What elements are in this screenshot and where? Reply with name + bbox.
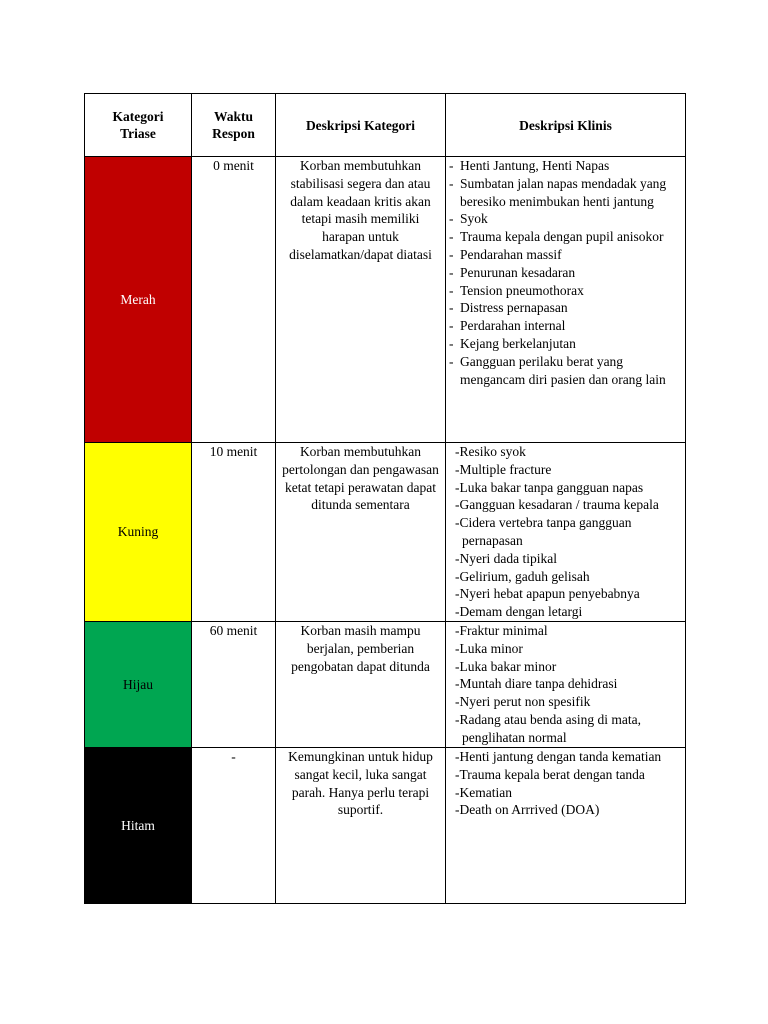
clinical-item: - Demam dengan letargi <box>448 603 683 621</box>
clinical-item: - Cidera vertebra tanpa gangguan pernapasan <box>448 514 683 550</box>
clinical-list <box>448 443 683 621</box>
clinical-item: - Luka bakar tanpa gangguan napas <box>448 479 683 497</box>
clinical-item: - Nyeri perut non spesifik <box>448 693 683 711</box>
clinical-item: - Gangguan kesadaran / trauma kepala <box>448 496 683 514</box>
clinical-item: - Pendarahan massif <box>448 246 683 264</box>
clinical-description-cell <box>446 748 686 904</box>
clinical-list <box>448 157 683 388</box>
category-description-cell: Korban masih mampu berjalan, pemberian pengobatan dapat ditunda <box>276 622 446 748</box>
clinical-description-cell <box>446 443 686 622</box>
response-time-cell: 10 menit <box>192 443 276 622</box>
clinical-item: - Penurunan kesadaran <box>448 264 683 282</box>
clinical-description-cell <box>446 157 686 443</box>
clinical-item: - Multiple fracture <box>448 461 683 479</box>
header-deskripsi-klinis: Deskripsi Klinis <box>446 94 686 157</box>
clinical-item: - Gelirium, gaduh gelisah <box>448 568 683 586</box>
category-label: Hijau <box>123 676 153 692</box>
clinical-item: - Gangguan perilaku berat yang mengancam diri pasien dan orang lain <box>448 353 683 389</box>
clinical-item: - Henti Jantung, Henti Napas <box>448 157 683 175</box>
triage-table <box>84 93 686 904</box>
response-time-cell: - <box>192 748 276 904</box>
header-deskripsi-kategori: Deskripsi Kategori <box>276 94 446 157</box>
category-cell-merah <box>85 157 192 443</box>
clinical-item: - Sumbatan jalan napas mendadak yang beresiko menimbukan henti jantung <box>448 175 683 211</box>
clinical-item: - Muntah diare tanpa dehidrasi <box>448 675 683 693</box>
category-cell-kuning <box>85 443 192 622</box>
clinical-list <box>448 622 683 747</box>
clinical-item: - Luka minor <box>448 640 683 658</box>
clinical-item: - Nyeri dada tipikal <box>448 550 683 568</box>
table-row <box>85 622 686 748</box>
clinical-item: - Kejang berkelanjutan <box>448 335 683 353</box>
clinical-item: - Radang atau benda asing di mata, penglihatan normal <box>448 711 683 747</box>
clinical-item: - Death on Arrrived (DOA) <box>448 801 683 819</box>
table-row <box>85 748 686 904</box>
category-label: Kuning <box>117 524 159 540</box>
clinical-item: - Syok <box>448 210 683 228</box>
clinical-item: - Fraktur minimal <box>448 622 683 640</box>
category-label: Hitam <box>121 817 155 833</box>
clinical-item: - Distress pernapasan <box>448 299 683 317</box>
clinical-item: - Kematian <box>448 784 683 802</box>
category-cell-hitam <box>85 748 192 904</box>
category-label: Merah <box>120 291 156 307</box>
category-cell-hijau <box>85 622 192 748</box>
clinical-description-cell <box>446 622 686 748</box>
clinical-list <box>448 748 683 819</box>
clinical-item: - Nyeri hebat apapun penyebabnya <box>448 585 683 603</box>
clinical-item: - Trauma kepala berat dengan tanda <box>448 766 683 784</box>
table-row <box>85 443 686 622</box>
category-description-cell: Korban membutuhkan stabilisasi segera dan atau dalam keadaan kritis akan tetapi masih memiliki harapan untuk diselamatkan/dapat diatasi <box>276 157 446 443</box>
header-row <box>85 94 686 157</box>
header-kategori: Kategori Triase <box>85 94 192 157</box>
clinical-item: - Perdarahan internal <box>448 317 683 335</box>
header-waktu: Waktu Respon <box>192 94 276 157</box>
clinical-item: - Resiko syok <box>448 443 683 461</box>
table-row <box>85 157 686 443</box>
clinical-item: - Luka bakar minor <box>448 658 683 676</box>
clinical-item: - Henti jantung dengan tanda kematian <box>448 748 683 766</box>
response-time-cell: 60 menit <box>192 622 276 748</box>
clinical-item: - Trauma kepala dengan pupil anisokor <box>448 228 683 246</box>
clinical-item: - Tension pneumothorax <box>448 282 683 300</box>
category-description-cell: Korban membutuhkan pertolongan dan pengawasan ketat tetapi perawatan dapat ditunda sementara <box>276 443 446 622</box>
category-description-cell: Kemungkinan untuk hidup sangat kecil, luka sangat parah. Hanya perlu terapi suportif. <box>276 748 446 904</box>
response-time-cell: 0 menit <box>192 157 276 443</box>
